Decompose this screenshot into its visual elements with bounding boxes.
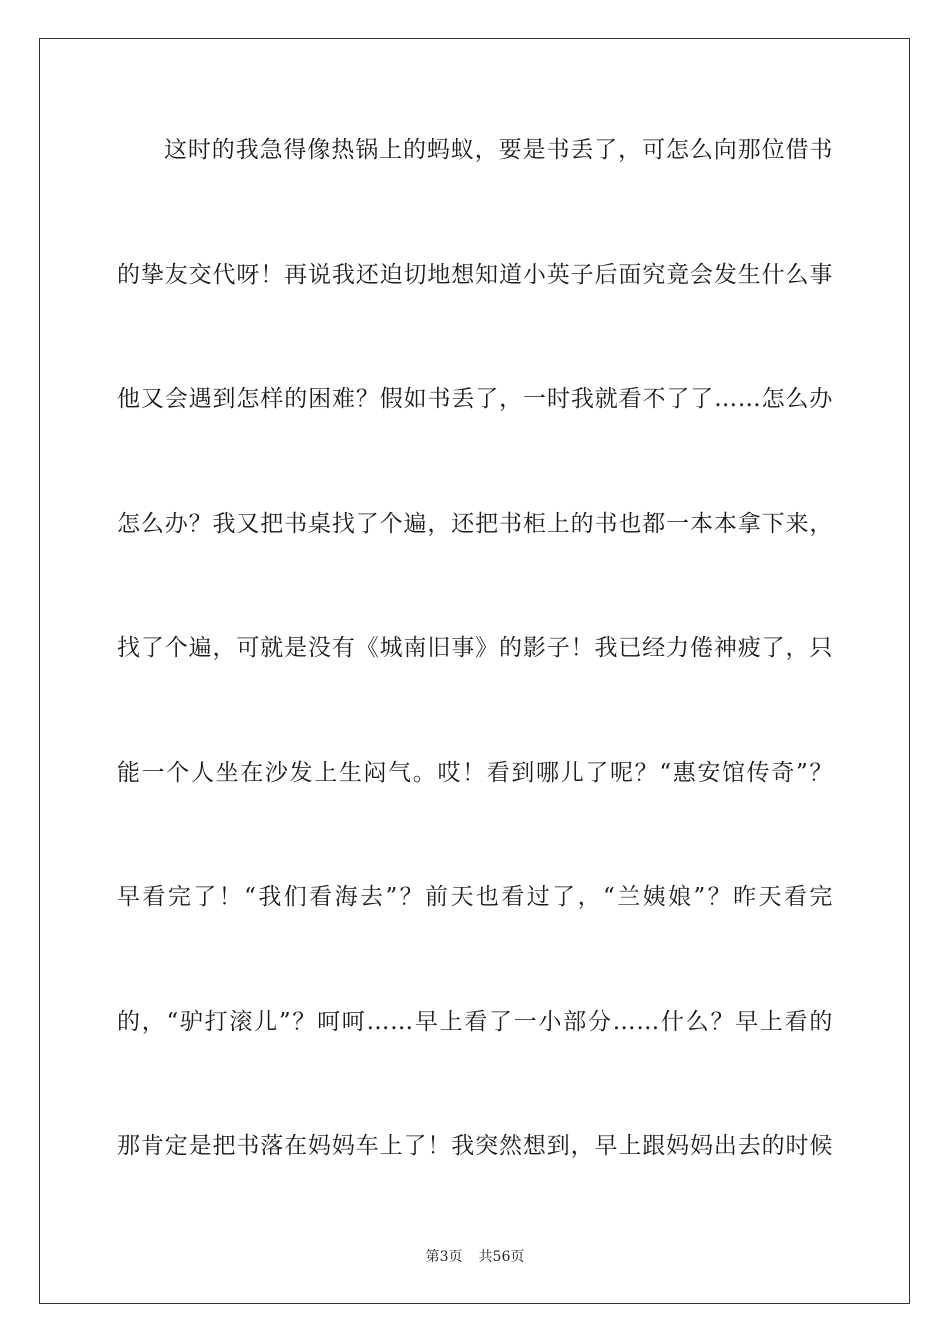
page-number: 第3页: [425, 1249, 463, 1265]
text-line-7: 早看完了！“我们看海去”？前天也看过了，“兰姨娘”？昨天看完: [117, 884, 833, 910]
text-line-8: 的，“驴打滚儿”？呵呵……早上看了一小部分……什么？早上看的: [117, 1009, 833, 1035]
page-border: [39, 38, 910, 1304]
text-line-2: 的挚友交代呀！再说我还迫切地想知道小英子后面究竟会发生什么事: [117, 262, 833, 288]
text-line-4: 怎么办？我又把书桌找了个遍，还把书柜上的书也都一本本拿下来，: [117, 511, 833, 537]
text-line-6: 能一个人坐在沙发上生闷气。哎！看到哪儿了呢？“惠安馆传奇”？: [117, 760, 833, 786]
page-footer: [0, 1248, 950, 1266]
text-line-3: 他又会遇到怎样的困难？假如书丢了，一时我就看不了了……怎么办: [117, 386, 833, 412]
text-line-1: 这时的我急得像热锅上的蚂蚁，要是书丢了，可怎么向那位借书: [164, 137, 833, 163]
text-line-5: 找了个遍，可就是没有《城南旧事》的影子！我已经力倦神疲了，只: [117, 635, 833, 661]
text-line-9: 那肯定是把书落在妈妈车上了！我突然想到，早上跟妈妈出去的时候: [117, 1133, 833, 1159]
total-pages: 共56页: [478, 1249, 525, 1265]
